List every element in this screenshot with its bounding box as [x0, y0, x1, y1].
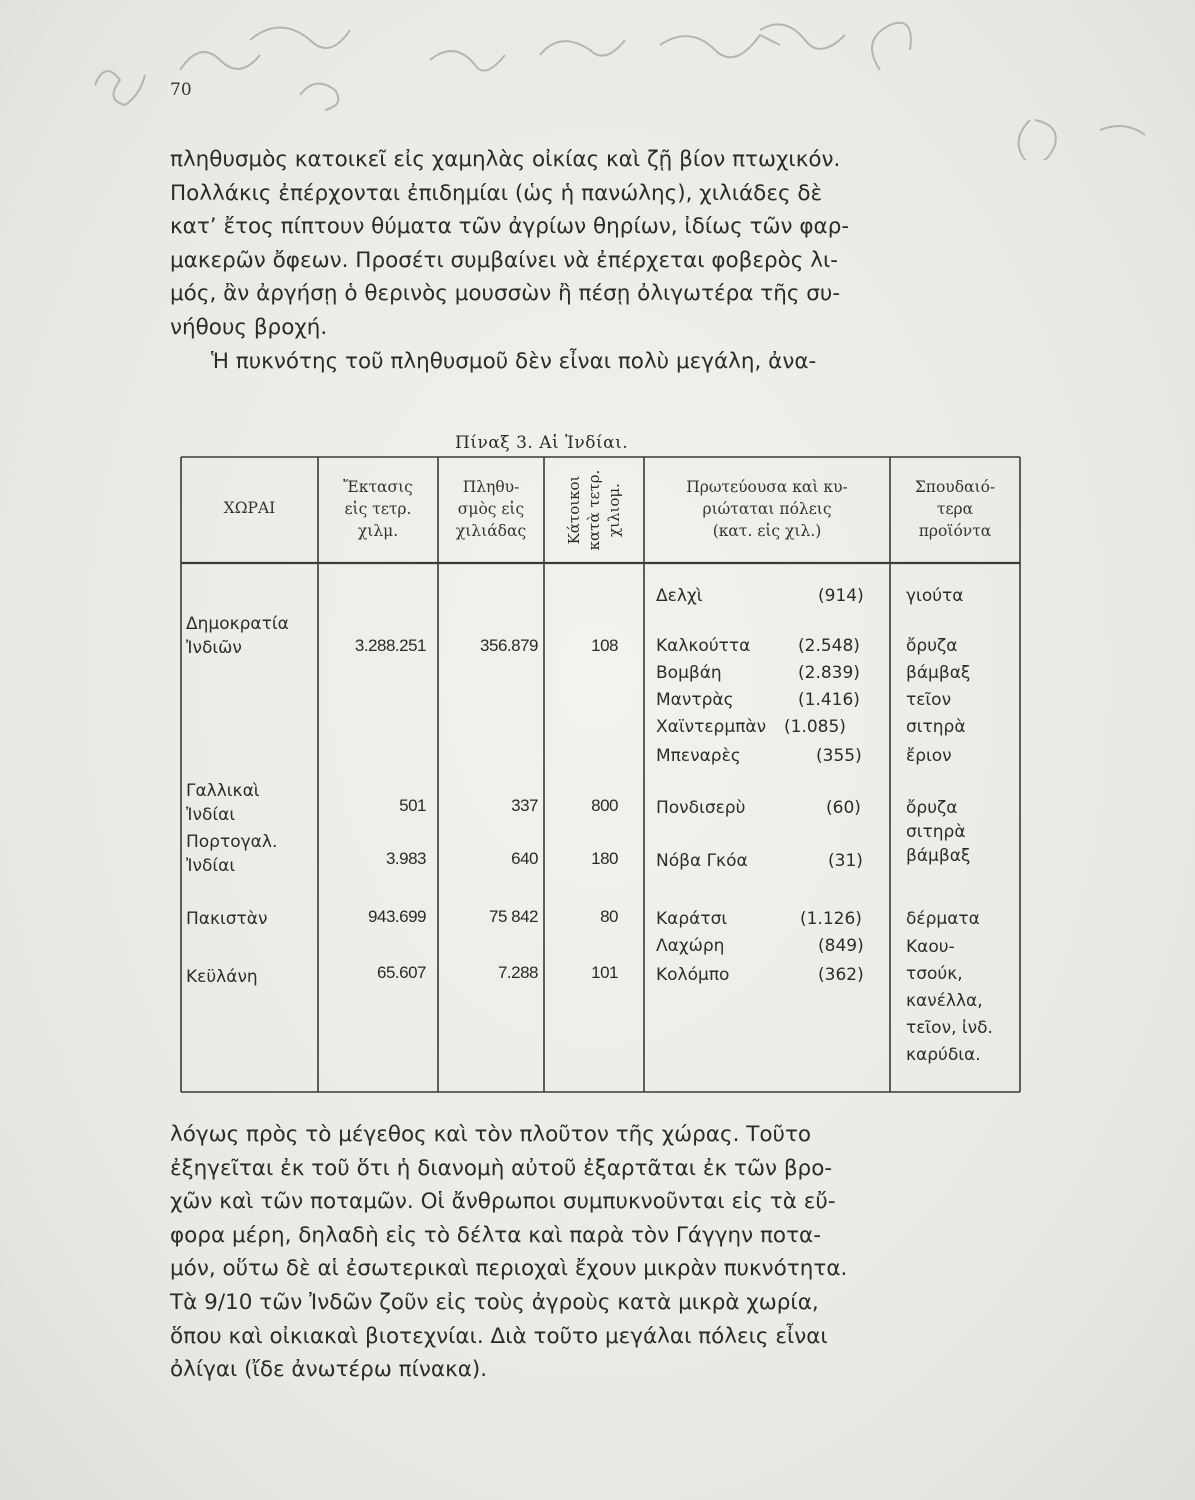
product: ἔριον [906, 746, 952, 766]
row-population: 640 [511, 849, 538, 868]
city-pop: (2.548) [798, 636, 860, 656]
city-name: Κολόμπο [656, 965, 730, 985]
row-population: 7.288 [497, 963, 538, 982]
text-line: Πολλάκις ἐπέρχονται ἐπιδημίαι (ὡς ἡ πανώλης), χιλιάδες δὲ [170, 180, 823, 206]
city-pop: (355) [816, 746, 862, 766]
row-population: 337 [511, 796, 538, 815]
header-products: Σπουδαιό- τερα προϊόντα [914, 478, 996, 540]
text-line: πληθυσμὸς κατοικεῖ εἰς χαμηλὰς οἰκίας καὶ ζῇ βίον πτωχικόν. [170, 147, 841, 172]
text-line: μακερῶν ὄφεων. Προσέτι συμβαίνει νὰ ἐπέρχεται φοβερὸς λι- [170, 247, 839, 273]
text-line: Ἡ πυκνότης τοῦ πληθυσμοῦ δὲν εἶναι πολὺ μεγάλη, ἀνα- [170, 348, 817, 374]
text-line: ὅπου καὶ οἰκιακαὶ βιοτεχνίαι. Διὰ τοῦτο μεγάλαι πόλεις εἶναι [170, 1323, 828, 1349]
product: βάμβαξ [906, 846, 971, 866]
header-density: Κάτοικοι κατὰ τετρ. χιλιομ. [565, 469, 623, 551]
text-line: λόγως πρὸς τὸ μέγεθος καὶ τὸν πλοῦτον τῆς χώρας. Τοῦτο [170, 1122, 812, 1147]
product: ὄρυζα [906, 636, 958, 656]
city-pop: (849) [818, 936, 864, 956]
row-area: 3.983 [385, 849, 426, 868]
text-line: μόν, οὕτω δὲ αἱ ἐσωτερικαὶ περιοχαὶ ἔχουν μικρὰν πυκνότητα. [170, 1256, 848, 1282]
row-density: 80 [600, 907, 618, 926]
text-line: μός, ἂν ἀργήσῃ ὁ θερινὸς μουσσὼν ἢ πέσῃ ὀλιγωτέρα τῆς συ- [170, 281, 841, 307]
row-country: Πορτογαλ. Ἰνδίαι [186, 832, 278, 876]
row-area: 3.288.251 [354, 636, 426, 655]
city-pop: (60) [826, 798, 861, 818]
row-population: 356.879 [480, 636, 538, 655]
city-pop: (1.085) [784, 717, 846, 737]
city-name: Νόβα Γκόα [656, 851, 748, 871]
city-pop: (31) [828, 851, 863, 871]
products-list: Καου- τσούκ, κανέλλα, τεῖον, ἰνδ. καρύδια. [906, 937, 993, 1065]
product: δέρματα [906, 909, 980, 929]
row-density: 800 [591, 796, 618, 815]
header-area: Ἔκτασις εἰς τετρ. χιλμ. [343, 478, 413, 540]
header-population: Πληθυ- σμὸς εἰς χιλιάδας [455, 478, 527, 540]
text-line: ἐξηγεῖται ἐκ τοῦ ὅτι ἡ διανομὴ αὐτοῦ ἐξαρτᾶται ἐκ τῶν βρο- [170, 1155, 833, 1181]
city-name: Μπεναρὲς [656, 746, 741, 766]
city-name: Πονδισερὺ [656, 798, 746, 818]
row-density: 180 [591, 849, 618, 868]
city-name: Καράτσι [656, 909, 728, 929]
row-area: 943.699 [368, 907, 426, 926]
text-line: κατ’ ἔτος πίπτουν θύματα τῶν ἀγρίων θηρίων, ἰδίως τῶν φαρ- [170, 214, 850, 240]
table-title: Πίναξ 3. Αἱ Ἰνδίαι. [455, 433, 629, 453]
product: βάμβαξ [906, 663, 971, 683]
text-line: Τὰ 9/10 τῶν Ἰνδῶν ζοῦν εἰς τοὺς ἀγροὺς κατὰ μικρὰ χωρία, [170, 1289, 819, 1315]
city-name: Μαντρὰς [656, 690, 734, 710]
row-country: Κεϋλάνη [186, 967, 258, 987]
product: τεῖον [906, 690, 952, 710]
row-area: 501 [399, 796, 426, 815]
row-density: 101 [591, 963, 618, 982]
header-country: ΧΩΡΑΙ [223, 499, 276, 517]
city-name: Χαϊντερμπὰν [656, 717, 767, 737]
page-number: 70 [170, 80, 192, 100]
city-pop: (914) [818, 586, 864, 606]
text-line: ὀλίγαι (ἴδε ἀνωτέρω πίνακα). [170, 1357, 488, 1383]
paragraph-bottom [170, 1118, 1020, 1387]
header-cities: Πρωτεύουσα καὶ κυ- ριώταται πόλεις (κατ. εἰς χιλ.) [686, 478, 848, 540]
india-table [178, 452, 1028, 1097]
row-country: Δημοκρατία Ἰνδιῶν [186, 614, 289, 658]
product: ὄρυζα [906, 798, 958, 818]
city-pop: (1.126) [800, 909, 862, 929]
row-population: 75 842 [489, 907, 538, 926]
row-country: Πακιστὰν [186, 909, 268, 929]
city-name: Δελχὶ [656, 586, 703, 606]
city-name: Λαχώρη [656, 936, 725, 956]
product: σιτηρὰ [906, 822, 966, 842]
text-line: φορα μέρη, δηλαδὴ εἰς τὸ δέλτα καὶ παρὰ τὸν Γάγγην ποτα- [170, 1222, 821, 1248]
city-name: Βομβάη [656, 663, 722, 683]
city-pop: (2.839) [798, 663, 860, 683]
city-pop: (1.416) [798, 690, 860, 710]
city-name: Καλκούττα [656, 636, 751, 656]
row-country: Γαλλικαὶ Ἰνδίαι [186, 781, 260, 825]
product: γιούτα [906, 586, 964, 606]
product: σιτηρὰ [906, 717, 966, 737]
row-density: 108 [591, 636, 618, 655]
text-line: νήθους βροχή. [170, 314, 328, 340]
city-pop: (362) [818, 965, 864, 985]
row-area: 65.607 [377, 963, 426, 982]
text-line: χῶν καὶ τῶν ποταμῶν. Οἱ ἄνθρωποι συμπυκνοῦνται εἰς τὰ εὔ- [170, 1189, 836, 1215]
paragraph-top [170, 143, 1020, 378]
